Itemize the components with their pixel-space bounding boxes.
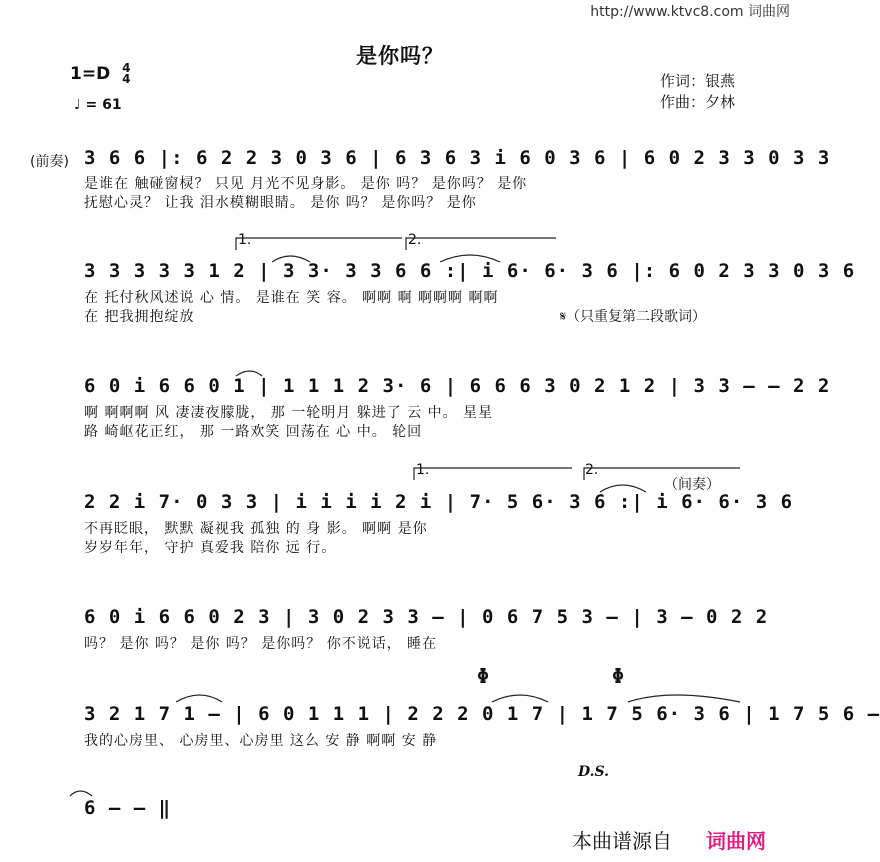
source-label: 本曲谱源自 bbox=[572, 829, 672, 853]
volta-1-label-row-4: 1. bbox=[416, 462, 430, 478]
volta-2-bracket bbox=[406, 238, 556, 250]
time-sig-bottom: 4 bbox=[122, 72, 131, 86]
ds-marking: D.S. bbox=[578, 764, 610, 780]
volta-2-label-row-4: 2. bbox=[585, 462, 599, 478]
page-title: 是你吗？ bbox=[356, 44, 444, 68]
notation-row-4: 2 2 i 7· 0 3 3 | i i i i 2 i | 7· 5 6· 3 6 :| i 6· 6· 3 6 bbox=[84, 491, 794, 513]
lyrics-row-3-verse-2: 路 崎岖花正红， 那 一路欢笑 回荡在 心 中。 轮回 bbox=[84, 424, 423, 440]
notation-row-3: 6 0 i 6 6 0 1 | 1 1 1 2 3· 6 | 6 6 6 3 0 2 1 2 | 3 3 – – 2 2 bbox=[84, 375, 831, 397]
notation-row-5: 6 0 i 6 6 0 2 3 | 3 0 2 3 3 – | 0 6 7 5 3 – | 3 – 0 2 2 bbox=[84, 606, 769, 628]
slur bbox=[70, 791, 92, 796]
lyrics-row-4-verse-2: 岁岁年年， 守护 真爱我 陪你 远 行。 bbox=[84, 540, 337, 556]
lyrics-row-2-verse-2: 在 把我拥抱绽放 bbox=[84, 309, 195, 325]
slur bbox=[176, 695, 222, 702]
notation-row-1: 3 6 6 |: 6 2 2 3 0 3 6 | 6 3 6 3 i 6 0 3 6 | 6 0 2 3 3 0 3 3 bbox=[84, 147, 831, 169]
slur bbox=[600, 485, 646, 492]
volta-2-bracket-row-4 bbox=[584, 468, 740, 480]
volta-1-label: 1. bbox=[238, 232, 252, 248]
lyrics-row-1-verse-1: 是谁在 触碰窗棂？ 只见 月光不见身影。 是你 吗？ 是你吗？ 是你 bbox=[84, 176, 528, 192]
lyrics-row-4-verse-1: 不再眨眼， 默默 凝视我 孤独 的 身 影。 啊啊 是你 bbox=[84, 521, 428, 537]
volta-1-bracket bbox=[236, 238, 402, 250]
key-label: 1=D bbox=[70, 64, 111, 84]
lyrics-row-2-verse-1: 在 托付秋风述说 心 情。 是谁在 笑 容。 啊啊 啊 啊啊啊 啊啊 bbox=[84, 290, 499, 306]
slur bbox=[236, 371, 262, 376]
site-header: http://www.ktvc8.com 词曲网 bbox=[590, 4, 790, 20]
time-sig-top: 4 bbox=[122, 61, 131, 75]
notation-row-7: 6 – – ‖ bbox=[84, 797, 172, 819]
repeat-note: 𝄋（只重复第二段歌词） bbox=[560, 309, 707, 325]
lyrics-row-3-verse-1: 啊 啊啊啊 风 凄凄夜朦胧， 那 一轮明月 躲进了 云 中。 星星 bbox=[84, 405, 494, 421]
volta-2-label: 2. bbox=[408, 232, 422, 248]
notation-row-2: 3 3 3 3 3 1 2 | 3 3· 3 3 6 6 :| i 6· 6· 3 6 |: 6 0 2 3 3 0 3 6 bbox=[84, 260, 856, 282]
intro-label: (前奏) bbox=[30, 154, 69, 170]
tempo-marking: ♩ = 61 bbox=[74, 97, 122, 113]
lyrics-row-6: 我的心房里、 心房里、心房里 这么 安 静 啊啊 安 静 bbox=[84, 733, 438, 749]
source-site-link[interactable]: 词曲网 bbox=[706, 829, 766, 853]
volta-1-bracket-row-4 bbox=[414, 468, 572, 480]
slur bbox=[272, 256, 310, 262]
coda-sign-1: Φ bbox=[477, 664, 491, 688]
lyrics-row-5: 吗？ 是你 吗？ 是你 吗？ 是你吗？ 你不说话， 睡在 bbox=[84, 636, 438, 652]
slur bbox=[492, 695, 548, 702]
notation-row-6: 3 2 1 7 1 – | 6 0 1 1 1 | 2 2 2 0 1 7 | 1 7 5 6· 3 6 | 1 7 5 6 – bbox=[84, 703, 880, 725]
lyricist: 作词：银燕 bbox=[660, 72, 736, 90]
slur bbox=[440, 255, 500, 262]
slur bbox=[628, 695, 740, 702]
interlude-label: （间奏） bbox=[664, 477, 720, 493]
lyrics-row-1-verse-2: 抚慰心灵？ 让我 泪水模糊眼睛。 是你 吗？ 是你吗？ 是你 bbox=[84, 195, 477, 211]
coda-sign-2: Φ bbox=[612, 664, 626, 688]
composer: 作曲：夕林 bbox=[660, 93, 736, 111]
